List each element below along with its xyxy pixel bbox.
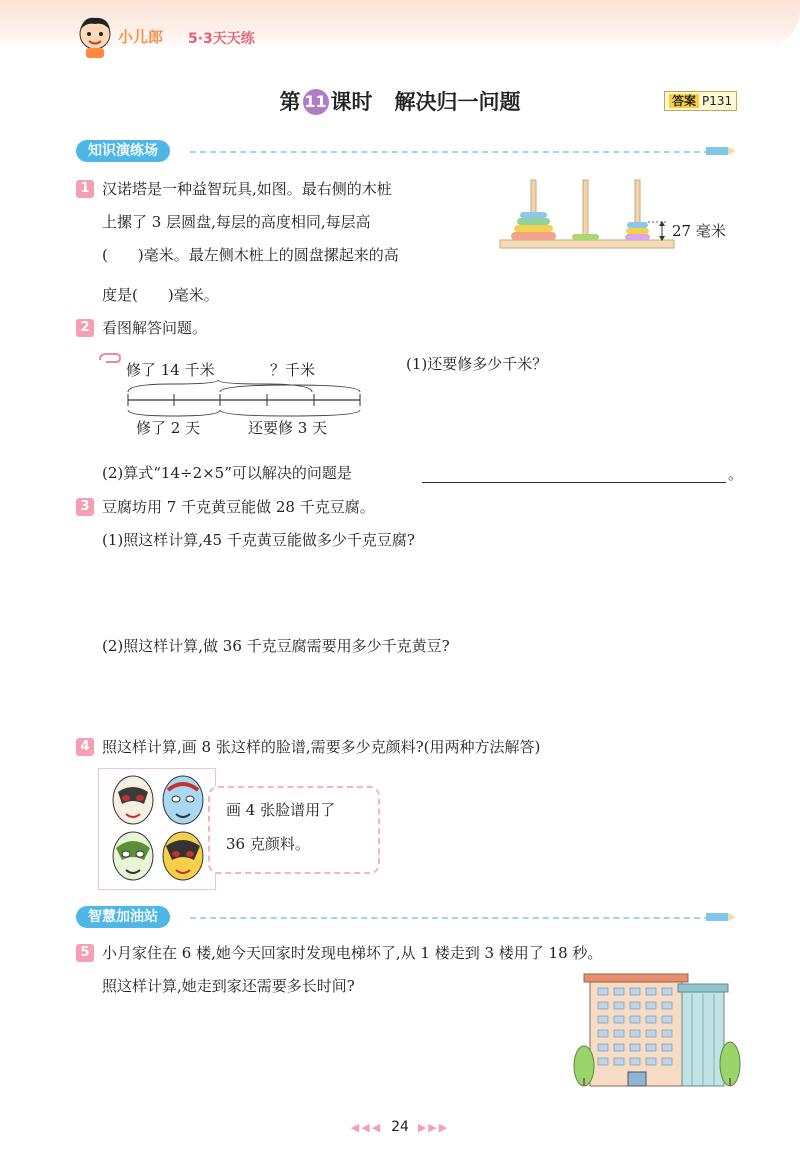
answer-label: 答案 [669,94,699,108]
q4-text: 照这样计算,画 8 张这样的脸谱,需要多少克颜料?(用两种方法解答) [102,738,541,756]
q4-bubble-line-1: 画 4 张脸谱用了 [226,801,336,819]
section-divider [190,917,710,919]
q2-line-segment-diagram [122,380,368,420]
q2-bottom-right-label: 还要修 3 天 [248,419,328,437]
page-number-value: 24 [391,1119,409,1135]
q1-line-4: 度是( )毫米。 [102,286,219,304]
q2-top-left-label: 修了 14 千米 [126,361,215,379]
right-arrows-icon: ▶▶▶ [417,1121,450,1134]
q1-line-1: 汉诺塔是一种益智玩具,如图。最右侧的木桩 [102,180,392,198]
mask-4 [163,832,203,880]
section-divider [190,151,710,153]
answer-page: P131 [702,94,733,108]
question-number-3: 3 [76,498,94,516]
pencil-icon [706,911,736,923]
q1-line-2: 上摞了 3 层圆盘,每层的高度相同,每层高 [102,213,371,231]
q2-top-right-label: ？千米 [270,361,316,379]
question-number-2: 2 [76,319,94,337]
lesson-number-badge: 11 [303,89,329,115]
mask-1 [113,776,153,824]
question-number-4: 4 [76,738,94,756]
answer-reference [664,91,737,111]
hanoi-tower-figure [498,176,680,252]
mask-2 [163,776,203,824]
opera-masks-image [108,772,208,884]
brand-name: 小儿郎 [118,28,164,46]
page-number [0,1119,800,1135]
q5-line-2: 照这样计算,她走到家还需要多长时间? [102,977,355,995]
q1-line-3: ( )毫米。最左侧木桩上的圆盘摞起来的高 [102,246,399,264]
q5-line-1: 小月家住在 6 楼,她今天回家时发现电梯坏了,从 1 楼走到 3 楼用了 18 秒。 [102,944,603,962]
paperclip-icon [96,352,122,368]
hanoi-height-label: 27 毫米 [672,222,726,240]
apartment-building-image [572,970,742,1088]
question-number-5: 5 [76,944,94,962]
mask-3 [113,832,153,880]
q4-bubble-line-2: 36 克颜料。 [226,835,310,853]
q2-part-1: (1)还要修多少千米？ [406,355,548,373]
question-number-1: 1 [76,180,94,198]
q3-part-1: (1)照这样计算,45 千克黄豆能做多少千克豆腐? [102,531,415,549]
q2-part-2-end: 。 [728,465,744,483]
brand-subtitle: 5·3天天练 [188,31,255,47]
q3-text: 豆腐坊用 7 千克黄豆能做 28 千克豆腐。 [102,498,375,516]
q2-part-2: (2)算式“14÷2×5”可以解决的问题是 [102,464,352,482]
mascot-boy-icon [74,14,116,58]
title-suffix: 课时 [330,90,373,114]
q3-part-2: (2)照这样计算,做 36 千克豆腐需要用多少千克黄豆? [102,637,450,655]
title-prefix: 第 [279,90,301,114]
title-name: 解决归一问题 [394,90,521,114]
left-arrows-icon: ◀◀◀ [350,1121,383,1134]
pencil-icon [706,145,736,157]
q2-bottom-left-label: 修了 2 天 [136,419,201,437]
section-header-wisdom: 智慧加油站 [76,906,170,928]
section-header-knowledge: 知识演练场 [76,140,170,162]
q2-answer-blank[interactable] [422,482,726,483]
q2-text: 看图解答问题。 [102,319,208,337]
